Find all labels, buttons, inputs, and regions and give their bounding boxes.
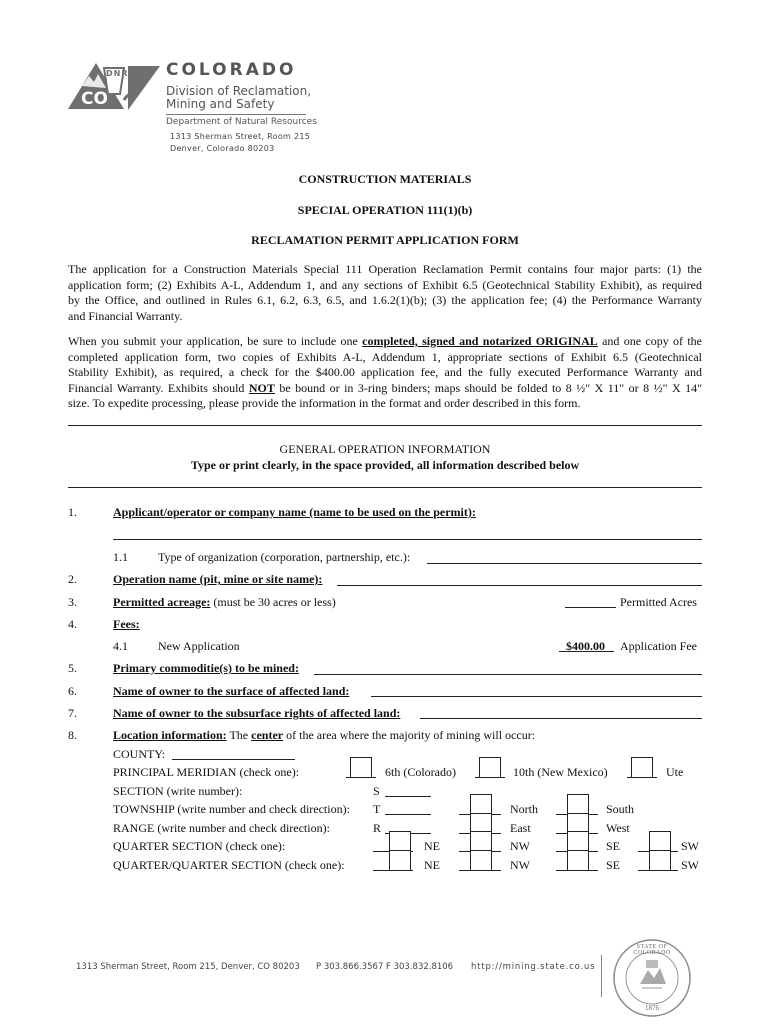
- qq-checkbox-ne[interactable]: [389, 850, 411, 871]
- meridian-option-new-mexico: 10th (New Mexico): [513, 765, 608, 779]
- qq-checkbox-se[interactable]: [567, 850, 589, 871]
- meridian-checkbox-ute[interactable]: [631, 757, 653, 778]
- township-number-field[interactable]: [385, 814, 431, 815]
- quarter-ne-label: NE: [424, 839, 440, 853]
- subsurface-owner-field[interactable]: [420, 718, 702, 719]
- application-fee-unit: Application Fee: [620, 639, 697, 653]
- state-seal: [612, 938, 692, 1018]
- quarter-checkbox-se[interactable]: [567, 831, 589, 852]
- principal-meridian-label: PRINCIPAL MERIDIAN (check one):: [113, 765, 300, 779]
- meridian-option-colorado: 6th (Colorado): [385, 765, 456, 779]
- range-west-label: West: [606, 821, 630, 835]
- section-label: SECTION (write number):: [113, 784, 243, 798]
- logo-initials: CO: [81, 89, 108, 109]
- intro-p1-line: and Financial Warranty.: [68, 308, 183, 323]
- applicant-name-label: Applicant/operator or company name (name to be used on the permit):: [113, 505, 476, 519]
- quarter-section-label: QUARTER SECTION (check one):: [113, 839, 286, 853]
- footer-website: http://mining.state.co.us: [471, 962, 596, 972]
- organization-type-label: Type of organization (corporation, partnership, etc.):: [158, 550, 411, 564]
- location-info-emphasis: center: [251, 728, 284, 742]
- intro-p1-line: application form; (2) Exhibits A-L, Addendum 1, and any sections of Exhibit 6.5 (Geotechnical Stability Exhibit), as required: [68, 277, 702, 292]
- section-rule-bottom: [68, 487, 702, 488]
- primary-commodities-field[interactable]: [314, 674, 702, 675]
- permitted-acreage-field[interactable]: [565, 607, 616, 608]
- location-info-title: Location information:: [113, 728, 227, 742]
- footer-divider: [601, 955, 602, 997]
- meridian-checkbox-colorado-line: [346, 777, 376, 778]
- item-number: 7.: [68, 706, 77, 720]
- state-wordmark: COLORADO: [166, 60, 297, 80]
- organization-type-field[interactable]: [427, 563, 702, 564]
- meridian-checkbox-new-mexico-line: [475, 777, 505, 778]
- surface-owner-field[interactable]: [371, 696, 702, 697]
- department-name: Department of Natural Resources: [166, 117, 317, 127]
- form-title-line3: RECLAMATION PERMIT APPLICATION FORM: [251, 233, 519, 247]
- applicant-name-field[interactable]: [113, 539, 702, 540]
- item-number: 3.: [68, 595, 77, 609]
- meridian-checkbox-colorado[interactable]: [350, 757, 372, 778]
- intro-p2-text: and one copy of the: [597, 334, 702, 348]
- quarter-checkbox-ne[interactable]: [389, 831, 411, 852]
- quarter-checkbox-sw[interactable]: [649, 831, 671, 852]
- qq-checkbox-sw-line: [638, 870, 678, 871]
- permitted-acres-unit: Permitted Acres: [620, 595, 697, 609]
- application-fee-amount: $400.00: [566, 639, 605, 653]
- qq-checkbox-se-line: [556, 870, 598, 871]
- township-prefix: T: [373, 802, 381, 816]
- township-south-label: South: [606, 802, 635, 816]
- footer-address: 1313 Sherman Street, Room 215, Denver, CO 80203: [76, 962, 300, 972]
- qq-sw-label: SW: [681, 858, 699, 872]
- qq-checkbox-sw[interactable]: [649, 850, 671, 871]
- intro-p1-line: The application for a Construction Materials Special 111 Operation Reclamation Permit contains four major parts: (1) the: [68, 262, 702, 276]
- qq-checkbox-nw-line: [459, 870, 501, 871]
- meridian-checkbox-new-mexico[interactable]: [479, 757, 501, 778]
- intro-p2-line: Stability Exhibit), as required, a check for the $400.00 application fee, and the fully executed Performance Warranty and: [68, 365, 702, 379]
- quarter-sw-label: SW: [681, 839, 699, 853]
- item-number: 2.: [68, 572, 77, 586]
- intro-p1-line: by the Office, and outlined in Rules 6.1, 6.2, 6.3, 6.5, and 1.6.2(1)(b); (3) the application fee; (4) the Performance Warranty: [68, 293, 702, 307]
- county-label: COUNTY:: [113, 747, 166, 761]
- permitted-acreage-note: (must be 30 acres or less): [210, 595, 336, 609]
- intro-p2-line: completed application form, two copies of Exhibits A-L, Addendum 1, appropriate sections of Exhibit 6.5 (Geotechnical: [68, 349, 702, 364]
- county-field[interactable]: [172, 759, 295, 760]
- township-label: TOWNSHIP (write number and check direction):: [113, 802, 350, 816]
- quarter-quarter-label: QUARTER/QUARTER SECTION (check one):: [113, 858, 345, 872]
- header-address-line2: Denver, Colorado 80203: [170, 144, 275, 153]
- range-prefix: R: [373, 821, 382, 835]
- location-info-text: The: [226, 728, 252, 742]
- general-heading: GENERAL OPERATION INFORMATION: [279, 442, 491, 456]
- header-divider: [166, 114, 306, 115]
- range-east-label: East: [510, 821, 531, 835]
- township-north-label: North: [510, 802, 538, 816]
- meridian-option-ute: Ute: [666, 765, 684, 779]
- intro-paragraph-1: [68, 262, 702, 324]
- intro-p2-text: be bound or in 3-ring binders; maps should be folded to 8 ½" X 11" or 8 ½" X 14": [274, 380, 702, 395]
- item-number: 1.: [68, 505, 77, 519]
- quarter-checkbox-nw[interactable]: [470, 831, 492, 852]
- item-number: 5.: [68, 661, 77, 675]
- quarter-se-label: SE: [606, 839, 621, 853]
- application-fee-underline: [559, 651, 614, 652]
- range-label: RANGE (write number and check direction):: [113, 821, 330, 835]
- division-name-line2: Mining and Safety: [166, 97, 275, 111]
- seal-text: STATE OF COLORADO: [633, 944, 671, 956]
- division-name-line1: Division of Reclamation,: [166, 84, 312, 98]
- qq-se-label: SE: [606, 858, 621, 872]
- header-address-line1: 1313 Sherman Street, Room 215: [170, 132, 311, 141]
- item-number: 4.: [68, 617, 77, 631]
- operation-name-label: Operation name (pit, mine or site name):: [113, 572, 323, 586]
- intro-p2-emphasis: NOT: [248, 380, 275, 395]
- intro-p2-line: [68, 381, 702, 397]
- intro-p2-emphasis: completed, signed and notarized ORIGINAL: [362, 334, 598, 348]
- subsurface-owner-label: Name of owner to the subsurface rights of affected land:: [113, 706, 401, 720]
- permitted-acreage-title: Permitted acreage:: [113, 595, 211, 609]
- section-prefix: S: [373, 784, 380, 798]
- intro-p2-line: [68, 334, 702, 350]
- intro-paragraph-2: [68, 334, 702, 412]
- intro-p2-text: When you submit your application, be sure to include one: [68, 334, 363, 348]
- form-title-line1: CONSTRUCTION MATERIALS: [298, 172, 472, 186]
- township-checkbox-north[interactable]: [470, 794, 492, 815]
- surface-owner-label: Name of owner to the surface of affected land:: [113, 684, 350, 698]
- logo-badge-text: DNR: [106, 69, 129, 78]
- footer-phone-fax: P 303.866.3567 F 303.832.8106: [316, 962, 454, 972]
- new-application-label: New Application: [158, 639, 240, 653]
- item-number: 4.1: [113, 639, 128, 653]
- fees-label: Fees:: [113, 617, 140, 631]
- operation-name-field[interactable]: [337, 585, 702, 586]
- meridian-checkbox-ute-line: [627, 777, 657, 778]
- dnr-logo: [68, 60, 160, 118]
- location-info-text: of the area where the majority of mining will occur:: [283, 728, 536, 742]
- township-checkbox-south[interactable]: [567, 794, 589, 815]
- item-number: 1.1: [113, 550, 128, 564]
- item-number: 8.: [68, 728, 77, 742]
- permitted-acreage-label: [113, 595, 336, 610]
- section-rule-top: [68, 425, 702, 426]
- intro-p2-text: Financial Warranty. Exhibits should: [68, 380, 249, 395]
- intro-p2-line: size. To expedite processing, please provide the information in the format and order described in this form.: [68, 396, 581, 410]
- location-information-label: [113, 728, 535, 743]
- qq-checkbox-ne-line: [373, 870, 413, 871]
- primary-commodities-label: Primary commoditie(s) to be mined:: [113, 661, 299, 675]
- item-number: 6.: [68, 684, 77, 698]
- qq-checkbox-nw[interactable]: [470, 850, 492, 871]
- qq-ne-label: NE: [424, 858, 440, 872]
- form-title-line2: SPECIAL OPERATION 111(1)(b): [297, 203, 473, 217]
- qq-nw-label: NW: [510, 858, 530, 872]
- section-number-field[interactable]: [385, 796, 431, 797]
- general-subheading: Type or print clearly, in the space provided, all information described below: [190, 458, 580, 472]
- seal-year: 1876: [645, 1004, 659, 1012]
- quarter-nw-label: NW: [510, 839, 530, 853]
